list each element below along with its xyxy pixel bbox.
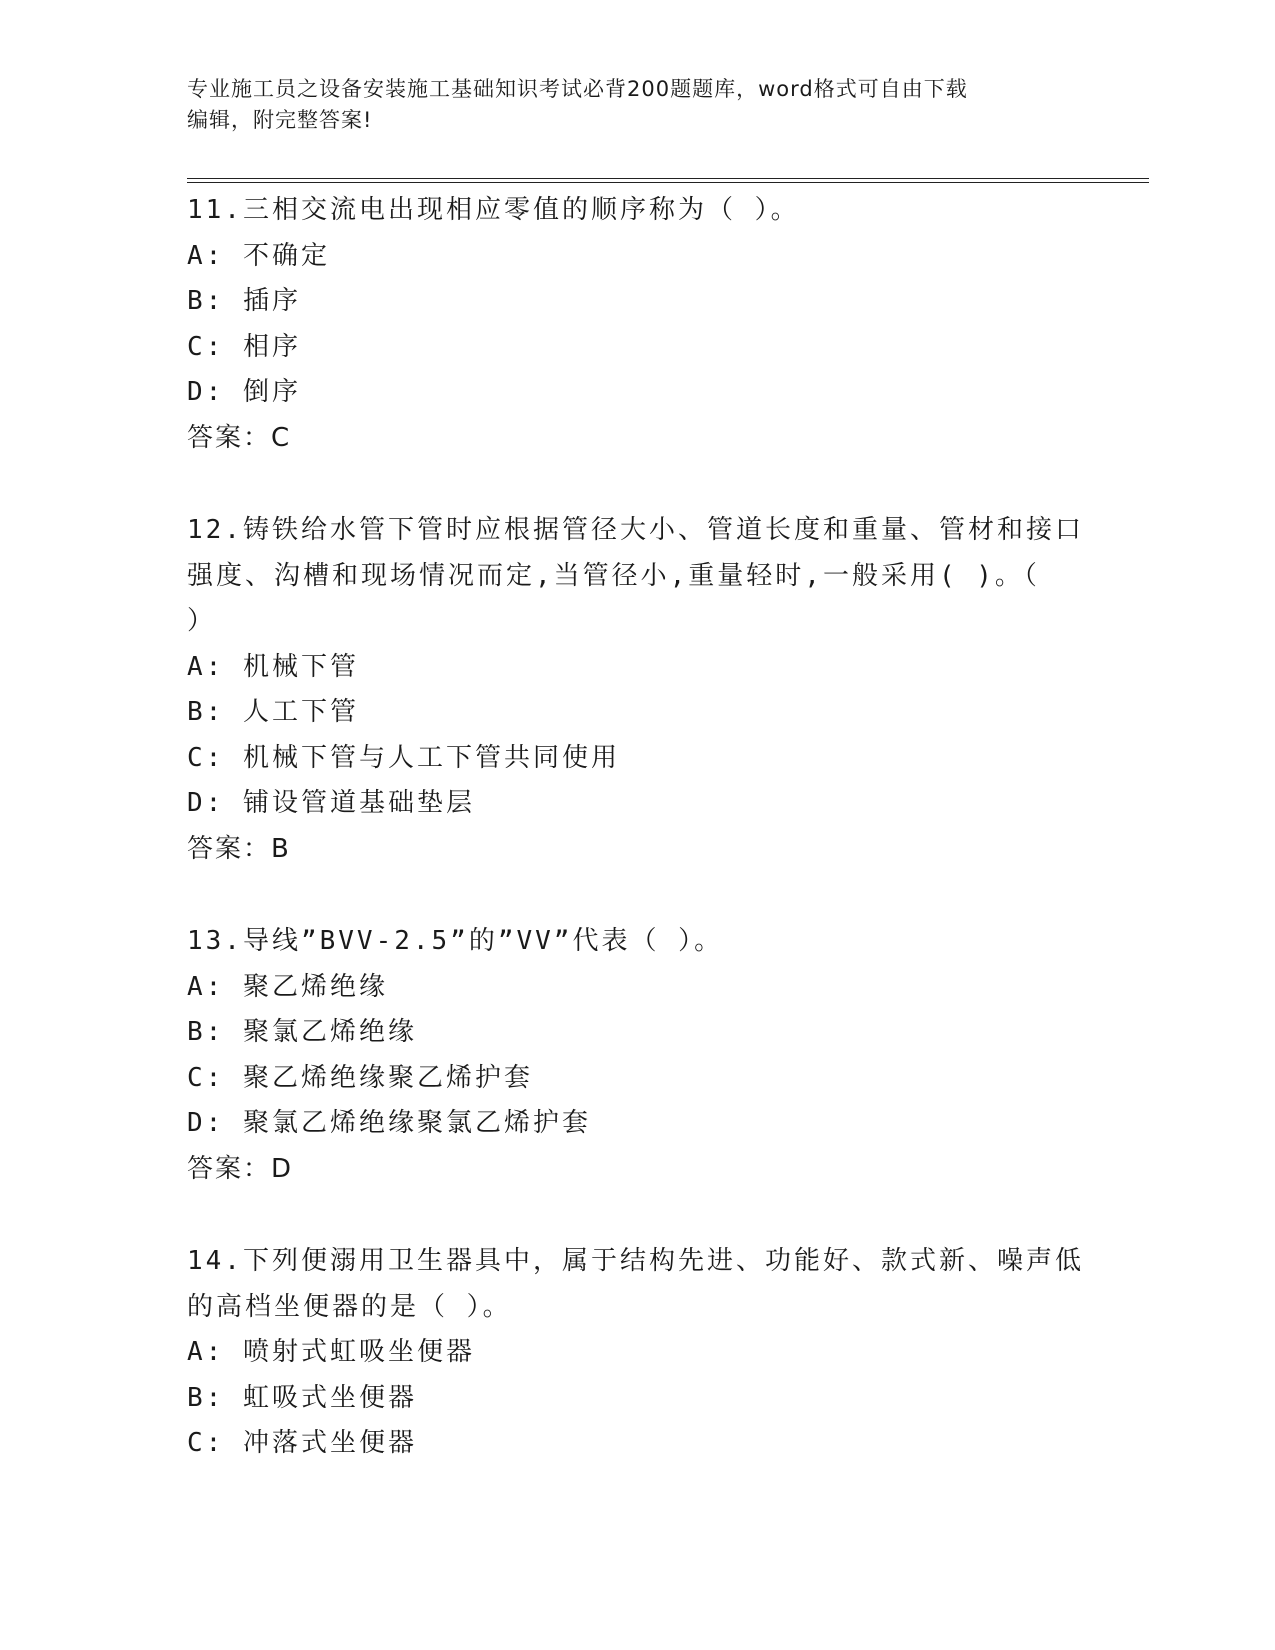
option-b: B: 人工下管 [187,697,359,727]
option-c: C: 聚乙烯绝缘聚乙烯护套 [187,1062,533,1093]
question-stem: 11.三相交流电出现相应零值的顺序称为（ ）。 [187,195,800,225]
option-b: B: 插序 [187,286,301,316]
option-a: A: 机械下管 [187,651,359,682]
question-stem-continued: ） [187,606,217,636]
option-d: D: 铺设管道基础垫层 [187,788,475,818]
option-b: B: 虹吸式坐便器 [187,1382,417,1413]
answer-label: 答案：D [187,1153,294,1184]
option-c: C: 机械下管与人工下管共同使用 [187,742,620,773]
option-c: C: 相序 [187,331,301,362]
question-stem-continued: 的高档坐便器的是（ ）。 [187,1291,512,1322]
answer-label: 答案：C [187,422,292,453]
header-divider-top [187,178,1149,179]
option-a: A: 喷射式虹吸坐便器 [187,1337,475,1367]
header-line-2: 编辑，附完整答案! [187,108,373,132]
question-block-11 [187,188,1087,461]
header-line-1: 专业施工员之设备安装施工基础知识考试必背200题题库，word格式可自由下载 [187,77,968,101]
option-a: A: 聚乙烯绝缘 [187,971,388,1002]
option-c: C: 冲落式坐便器 [187,1428,417,1458]
question-stem: 14.下列便溺用卫生器具中，属于结构先进、功能好、款式新、噪声低 [187,1246,1084,1276]
question-list [187,188,1087,1467]
header-divider-bottom [187,182,1149,183]
answer-label: 答案：B [187,833,291,864]
question-stem: 13.导线”BVV-2.5”的”VV”代表（ ）。 [187,926,724,956]
question-stem-continued: 强度、沟槽和现场情况而定,当管径小,重量轻时,一般采用( )。（ [187,560,1040,591]
option-b: B: 聚氯乙烯绝缘 [187,1017,417,1047]
question-block-12 [187,508,1087,872]
question-block-13 [187,919,1087,1192]
option-a: A: 不确定 [187,240,330,271]
document-header [187,74,1067,136]
option-d: D: 聚氯乙烯绝缘聚氯乙烯护套 [187,1108,591,1138]
option-d: D: 倒序 [187,377,301,407]
question-stem: 12.铸铁给水管下管时应根据管径大小、管道长度和重量、管材和接口 [187,515,1084,545]
question-block-14 [187,1239,1087,1467]
